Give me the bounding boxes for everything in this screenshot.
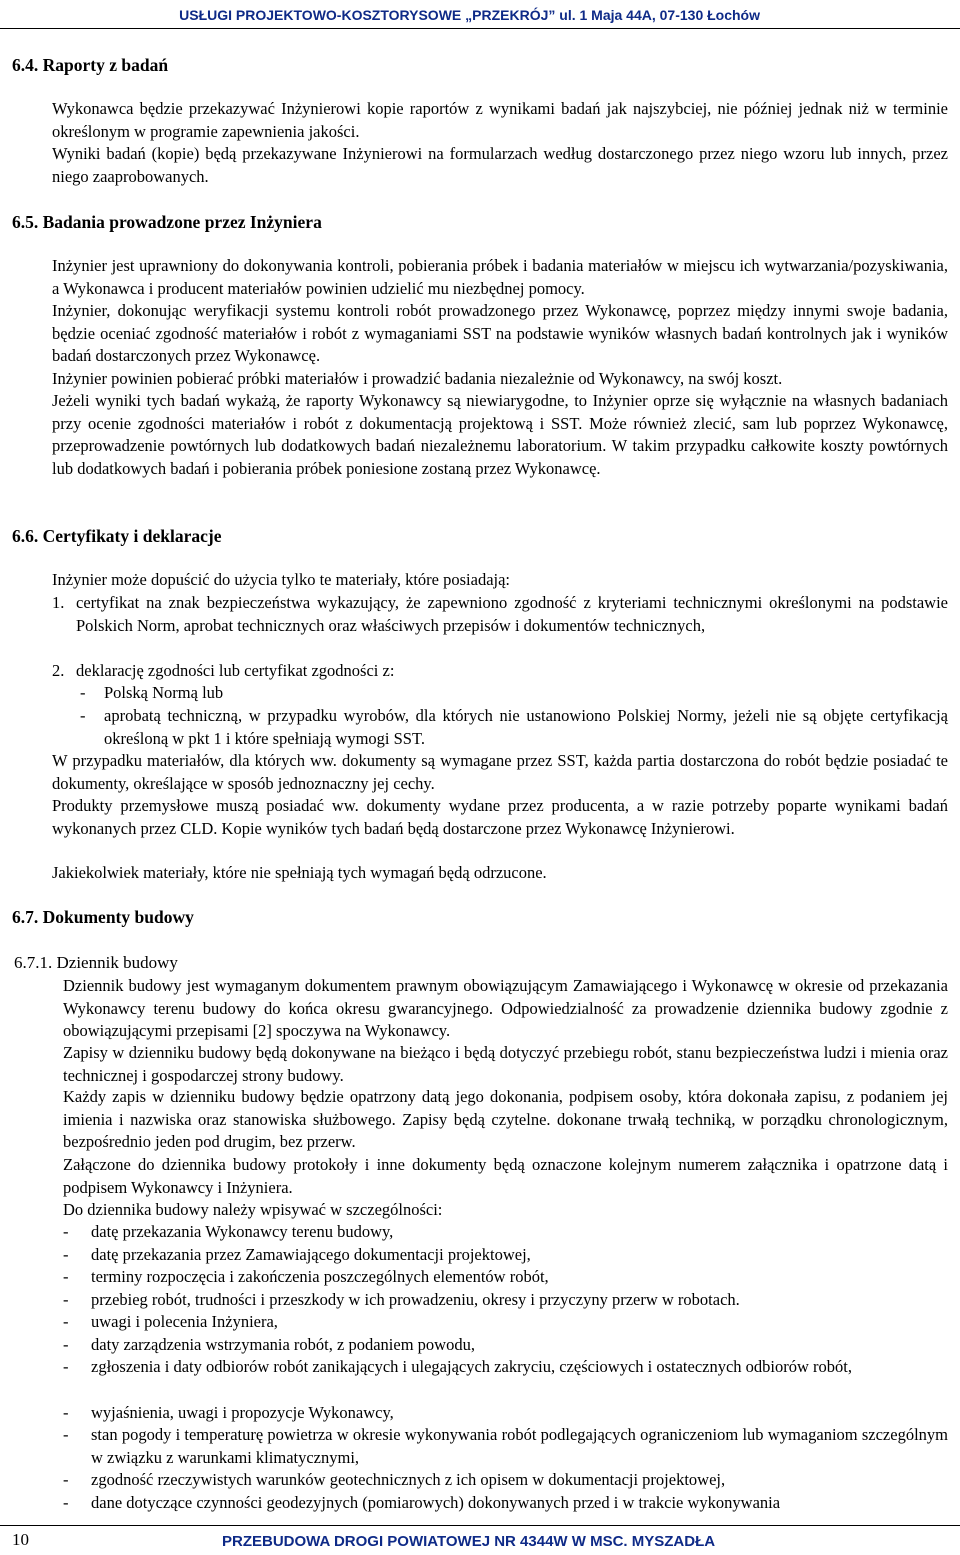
list-item: dane dotyczące czynności geodezyjnych (pomiarowych) dokonywanych przed i w trakcie wykonywania: [91, 1493, 781, 1512]
dash-bullet: -: [63, 1493, 69, 1512]
list-number: 2.: [52, 661, 65, 680]
list-item: daty zarządzenia wstrzymania robót, z podaniem powodu,: [91, 1335, 475, 1354]
list-item: certyfikat na znak bezpieczeństwa wykazujący, że zapewniono zgodność z kryteriami technicznymi określonymi na podstawie Polskich Norm, aprobat technicznych oraz właściwych przepisów i dokumentów technicznych,: [76, 593, 948, 635]
section-heading-6-7: 6.7. Dokumenty budowy: [12, 907, 194, 927]
paragraph: Jakiekolwiek materiały, które nie spełniają tych wymagań będą odrzucone.: [52, 863, 547, 882]
subsection-number: 6.7.1.: [14, 953, 53, 972]
list-item: zgłoszenia i daty odbiorów robót zanikających i ulegających zakryciu, częściowych i ostatecznych odbiorów robót,: [91, 1357, 853, 1376]
list-item: uwagi i polecenia Inżyniera,: [91, 1312, 278, 1331]
dash-bullet: -: [63, 1335, 69, 1354]
footer-divider: [0, 1525, 960, 1526]
dash-bullet: -: [63, 1425, 69, 1444]
list-item: datę przekazania przez Zamawiającego dokumentacji projektowej,: [91, 1245, 531, 1264]
paragraph: Każdy zapis w dzienniku budowy będzie opatrzony datą jego dokonania, podpisem osoby, która dokonała zapisu, z podaniem jej imienia i nazwiska oraz stanowiska służbowego. Zapisy będą czytelne. dokonane trwałą techniką, w porządku chronologicznym, bezpośrednio jeden pod drugim, bez przerw.: [63, 1087, 948, 1152]
page-number: 10: [12, 1530, 29, 1549]
dash-bullet: -: [63, 1267, 69, 1286]
section-heading-6-6: 6.6. Certyfikaty i deklaracje: [12, 526, 222, 546]
section-heading-6-4: 6.4. Raporty z badań: [12, 55, 169, 75]
dash-bullet: -: [63, 1245, 69, 1264]
subsection-heading: [14, 953, 178, 973]
dash-bullet: -: [63, 1222, 69, 1241]
paragraph: Inżynier jest uprawniony do dokonywania kontroli, pobierania próbek i badania materiałów w miejscu ich wytwarzania/pozyskiwania, a Wykonawca i producent materiałów powinien udzielić mu niezbędnej pomocy.: [52, 256, 948, 298]
paragraph: Inżynier może dopuścić do użycia tylko te materiały, które posiadają:: [52, 570, 511, 589]
subsection-title: Dziennik budowy: [56, 953, 178, 972]
list-item: terminy rozpoczęcia i zakończenia poszczególnych elementów robót,: [91, 1267, 549, 1286]
dash-bullet: -: [63, 1470, 69, 1489]
paragraph: Do dziennika budowy należy wpisywać w szczególności:: [63, 1200, 443, 1219]
paragraph: Inżynier powinien pobierać próbki materiałów i prowadzić badania niezależnie od Wykonawcy, na swój koszt.: [52, 369, 783, 388]
header-divider: [0, 28, 960, 29]
list-item: stan pogody i temperaturę powietrza w okresie wykonywania robót podlegających ograniczeniom lub wymaganiom szczególnym w związku z warunkami klimatycznymi,: [91, 1425, 948, 1467]
paragraph: Inżynier, dokonując weryfikacji systemu kontroli robót prowadzonego przez Wykonawcę, poprzez między innymi swoje badania, będzie oceniać zgodność materiałów i robót z wymaganiami SST na podstawie wyników własnych badań kontrolnych jak i wyników badań dostarczonych przez Wykonawcę.: [52, 301, 948, 366]
dash-bullet: -: [80, 683, 86, 702]
paragraph: Zapisy w dzienniku budowy będą dokonywane na bieżąco i będą dotyczyć przebiegu robót, stanu bezpieczeństwa ludzi i mienia oraz technicznej i gospodarczej strony budowy.: [63, 1043, 948, 1085]
sub-list-item: Polską Normą lub: [104, 683, 224, 702]
list-item: wyjaśnienia, uwagi i propozycje Wykonawcy,: [91, 1403, 394, 1422]
dash-bullet: -: [63, 1312, 69, 1331]
paragraph: W przypadku materiałów, dla których ww. dokumenty są wymagane przez SST, każda partia dostarczona do robót będzie posiadać te dokumenty, określające w sposób jednoznaczny jej cechy.: [52, 751, 948, 793]
paragraph: Jeżeli wyniki tych badań wykażą, że raporty Wykonawcy są niewiarygodne, to Inżynier oprze się wyłącznie na własnych badaniach przy ocenie zgodności materiałów i robót z dokumentacją projektową i SST. Może również zlecić, sam lub poprzez Wykonawcę, przeprowadzenie powtórnych lub dodatkowych badań niezależnemu laboratorium. W takim przypadku całkowite koszty powtórnych lub dodatkowych badań i pobierania próbek poniesione zostaną przez Wykonawcę.: [52, 391, 948, 478]
paragraph: Dziennik budowy jest wymaganym dokumentem prawnym obowiązującym Zamawiającego i Wykonawcę w okresie od przekazania Wykonawcy terenu budowy do końca okresu gwarancyjnego. Odpowiedzialność za prowadzenie dziennika budowy zgodnie z obowiązującymi przepisami [2] spoczywa na Wykonawcy.: [63, 976, 948, 1041]
section-heading-6-5: 6.5. Badania prowadzone przez Inżyniera: [12, 212, 322, 232]
paragraph: Wykonawca będzie przekazywać Inżynierowi kopie raportów z wynikami badań jak najszybciej, nie później jednak niż w terminie określonym w programie zapewnienia jakości.: [52, 99, 948, 141]
dash-bullet: -: [63, 1290, 69, 1309]
list-item: przebieg robót, trudności i przeszkody w ich prowadzeniu, okresy i przyczyny przerw w robotach.: [91, 1290, 740, 1309]
paragraph: Wyniki badań (kopie) będą przekazywane Inżynierowi na formularzach według dostarczonego przez niego wzoru lub innych, przez niego zaaprobowanych.: [52, 144, 948, 186]
dash-bullet: -: [80, 706, 86, 725]
list-item: deklarację zgodności lub certyfikat zgodności z:: [76, 661, 395, 680]
list-item: zgodność rzeczywistych warunków geotechnicznych z ich opisem w dokumentacji projektowej,: [91, 1470, 726, 1489]
dash-bullet: -: [63, 1403, 69, 1422]
footer-project-title: PRZEBUDOWA DROGI POWIATOWEJ NR 4344W W MSC. MYSZADŁA: [222, 1533, 716, 1550]
paragraph: Załączone do dziennika budowy protokoły i inne dokumenty będą oznaczone kolejnym numerem załącznika i opatrzone datą i podpisem Wykonawcy i Inżyniera.: [63, 1155, 948, 1197]
list-item: datę przekazania Wykonawcy terenu budowy,: [91, 1222, 394, 1241]
page-header: [0, 3, 960, 29]
dash-bullet: -: [63, 1357, 69, 1376]
sub-list-item: aprobatą techniczną, w przypadku wyrobów, dla których nie ustanowiono Polskiej Normy, jeżeli nie są objęte certyfikacją określoną w pkt 1 i które spełniają wymogi SST.: [104, 706, 948, 748]
list-number: 1.: [52, 593, 65, 612]
paragraph: Produkty przemysłowe muszą posiadać ww. dokumenty wydane przez producenta, a w razie potrzeby poparte wynikami badań wykonanych przez CLD. Kopie wyników tych badań będą dostarczone przez Wykonawcę Inżynierowi.: [52, 796, 948, 838]
header-company: USŁUGI PROJEKTOWO-KOSZTORYSOWE „PRZEKRÓJ” ul. 1 Maja 44A, 07-130 Łochów: [179, 7, 760, 23]
